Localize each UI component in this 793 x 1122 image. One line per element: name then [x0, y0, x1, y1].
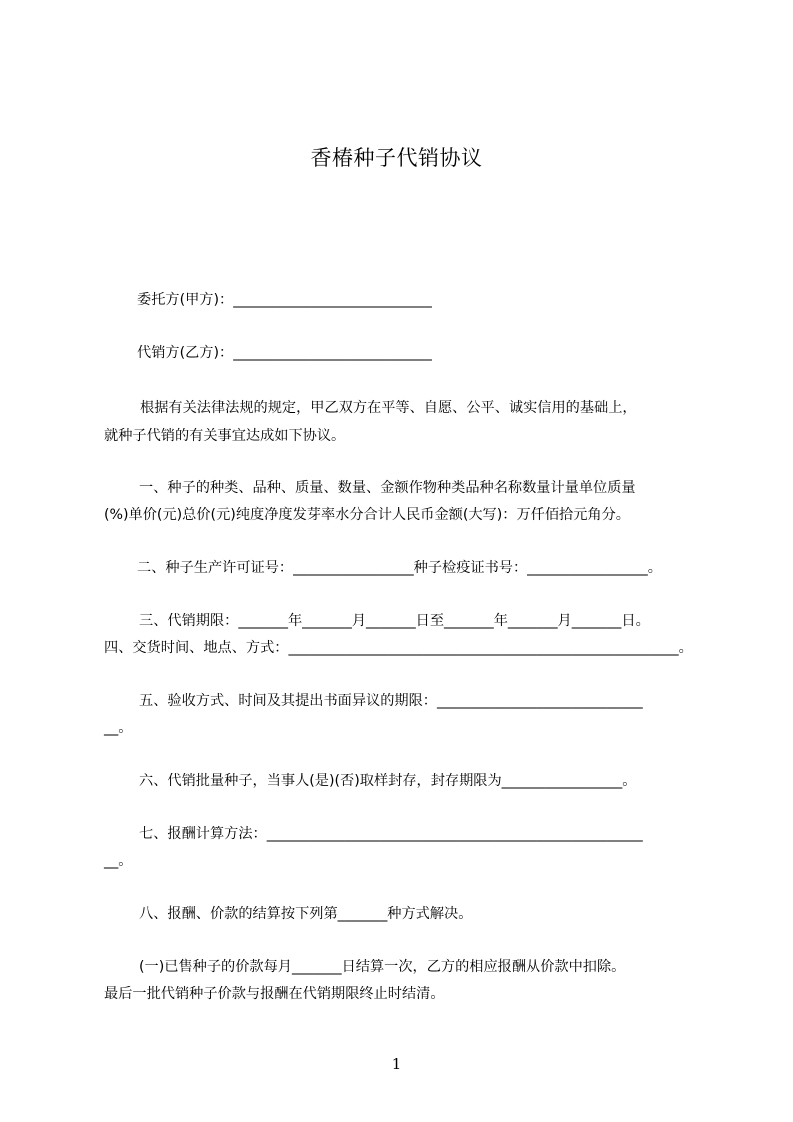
- clause-7-line-1: 七、报酬计算方法：_____________________________________________________: [139, 826, 643, 842]
- page-number: 1: [391, 1055, 402, 1073]
- party-a-line: 委托方(甲方)：____________________________: [137, 292, 432, 308]
- clause-1-line-1: 一、种子的种类、品种、质量、数量、金额作物种类品种名称数量计量单位质量: [139, 480, 636, 496]
- document-title: 香椿种子代销协议: [310, 146, 483, 170]
- intro-line-2: 就种子代销的有关事宜达成如下协议。: [104, 428, 346, 444]
- clause-4-line: 四、交货时间、地点、方式：_______________________________________________________。: [104, 640, 693, 656]
- clause-2-line: 二、种子生产许可证号：_________________种子检疫证书号：_________________。: [137, 560, 662, 576]
- clause-6-line: 六、代销批量种子，当事人(是)(否)取样封存，封存期限为_________________。: [139, 773, 637, 789]
- clause-8-item-1-line-2: 最后一批代销种子价款与报酬在代销期限终止时结清。: [104, 986, 445, 1002]
- clause-5-line-2: __。: [104, 720, 133, 736]
- clause-3-line: 三、代销期限：_______年_______月_______日至_______年_______月_______日。: [139, 613, 650, 629]
- clause-8-item-1-line-1: (一)已售种子的价款每月_______日结算一次，乙方的相应报酬从价款中扣除。: [139, 959, 626, 975]
- intro-line-1: 根据有关法律法规的规定，甲乙双方在平等、自愿、公平、诚实信用的基础上，: [140, 400, 637, 416]
- clause-1-line-2: (%)单价(元)总价(元)纯度净度发芽率水分合计人民币金额(大写)：万仟佰拾元角分。: [104, 507, 630, 523]
- party-b-line: 代销方(乙方)：____________________________: [137, 345, 432, 361]
- clause-7-line-2: __。: [104, 853, 133, 869]
- clause-8-line: 八、报酬、价款的结算按下列第_______种方式解决。: [139, 906, 473, 922]
- clause-5-line-1: 五、验收方式、时间及其提出书面异议的期限：_____________________________: [139, 693, 643, 709]
